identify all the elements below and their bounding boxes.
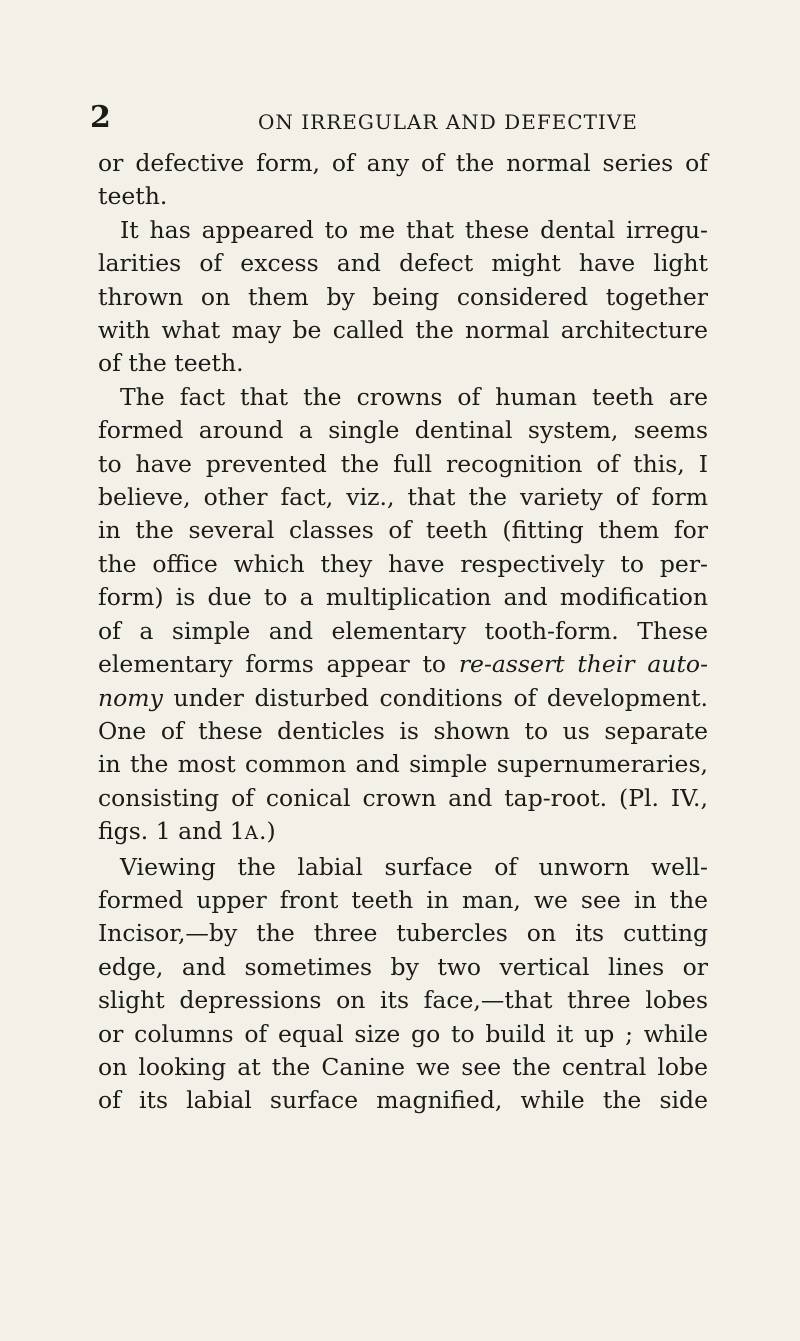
text-line: teeth.: [98, 182, 168, 211]
text-line: Incisor,—by the three tubercles on its cutting: [98, 919, 708, 948]
italic-phrase: nomy: [98, 683, 163, 712]
text-line: of a simple and elementary tooth-form. These: [98, 616, 708, 645]
text-line: of the teeth.: [98, 349, 244, 378]
text-fragment: .): [259, 817, 276, 846]
text-line: the office which they have respectively to per-: [98, 549, 708, 578]
text-line: [98, 682, 708, 715]
italic-phrase: re-assert their auto-: [458, 650, 709, 679]
text-line: or columns of equal size go to build it up ; while: [98, 1019, 708, 1048]
page-number: 2: [90, 100, 111, 135]
small-cap-letter: A: [244, 823, 259, 845]
text-line: with what may be called the normal architecture: [98, 316, 708, 345]
paragraph-3: [98, 381, 708, 851]
paragraph-1: [98, 147, 708, 214]
body-text: [98, 147, 708, 1118]
text-line: form) is due to a multiplication and modification: [98, 583, 708, 612]
text-line: in the several classes of teeth (fitting them for: [98, 516, 708, 545]
text-fragment: elementary forms appear to: [98, 650, 459, 679]
text-line: formed upper front teeth in man, we see in the: [98, 885, 708, 914]
paragraph-2: [98, 214, 708, 381]
text-line: thrown on them by being considered together: [98, 282, 708, 311]
text-line: The fact that the crowns of human teeth are: [120, 382, 708, 411]
text-line: formed around a single dentinal system, seems: [98, 416, 708, 445]
text-line: [98, 648, 708, 681]
text-line: of its labial surface magnified, while the side: [98, 1086, 708, 1115]
text-fragment: figs. 1 and 1: [98, 817, 245, 846]
text-fragment: under disturbed conditions of development.: [162, 683, 708, 712]
running-head: ON IRREGULAR AND DEFECTIVE: [258, 110, 638, 134]
text-line: Viewing the labial surface of unworn well-: [120, 852, 708, 881]
text-line: or defective form, of any of the normal series of: [98, 149, 708, 177]
text-line: edge, and sometimes by two vertical lines or: [98, 952, 708, 981]
text-line: slight depressions on its face,—that three lobes: [98, 986, 708, 1015]
text-line: to have prevented the full recognition of this, I: [98, 449, 708, 478]
text-line: It has appeared to me that these dental irregu-: [120, 215, 708, 244]
text-line: consisting of conical crown and tap-root. (Pl. IV.,: [98, 783, 708, 812]
text-line: believe, other fact, viz., that the variety of form: [98, 483, 708, 512]
text-line: larities of excess and defect might have light: [98, 249, 708, 278]
text-line: [98, 815, 708, 850]
text-line: in the most common and simple supernumeraries,: [98, 750, 708, 779]
text-line: on looking at the Canine we see the central lobe: [98, 1052, 708, 1081]
text-line: One of these denticles is shown to us separate: [98, 716, 708, 745]
paragraph-4: [98, 851, 708, 1118]
